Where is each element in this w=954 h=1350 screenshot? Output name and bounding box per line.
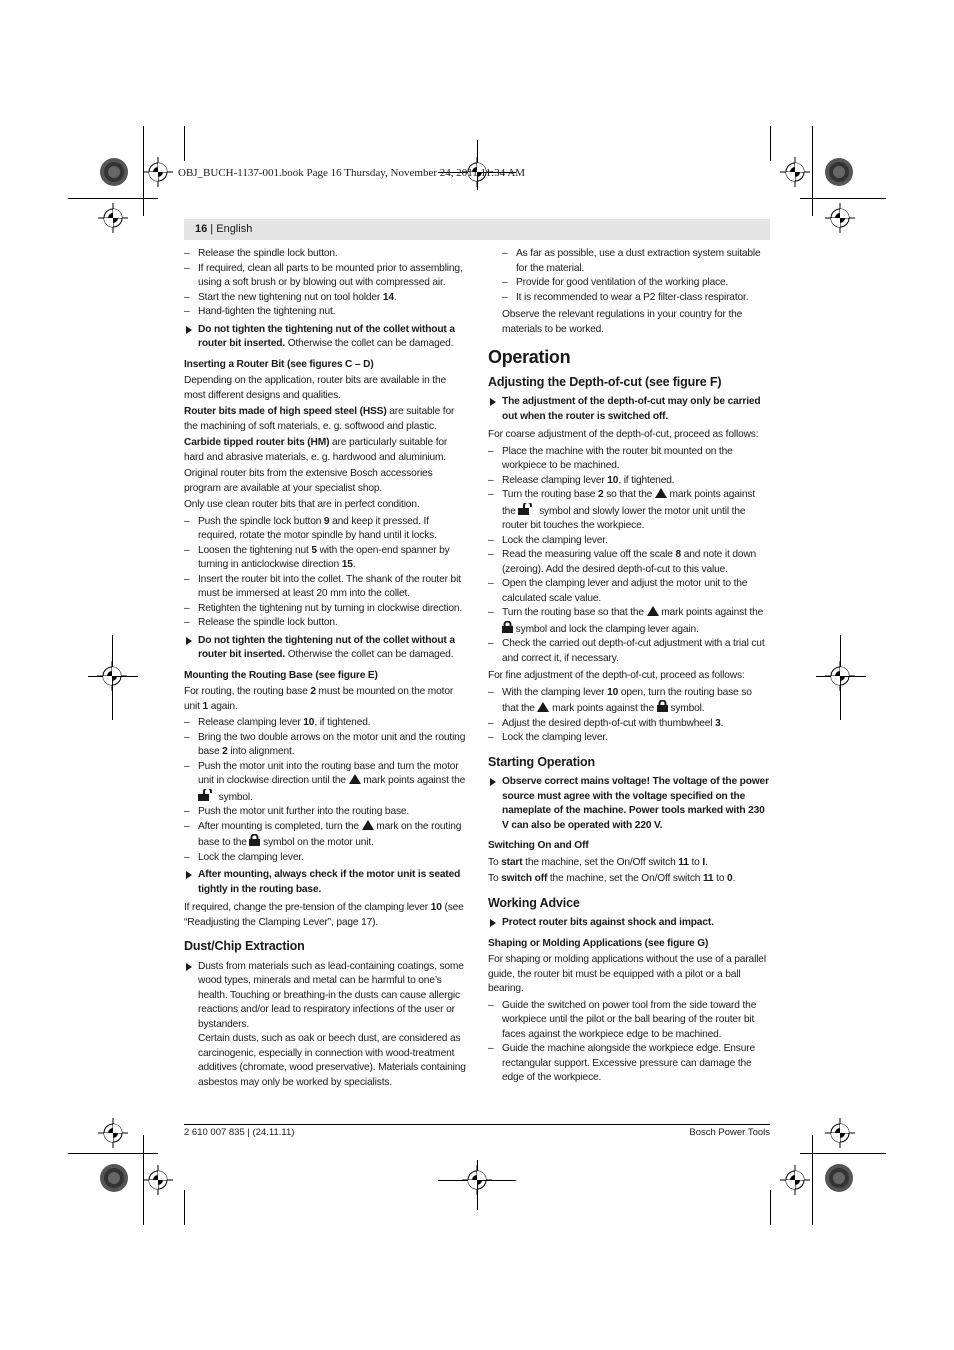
list-item: – It is recommended to wear a P2 filter-class respirator.: [502, 291, 770, 306]
list-item: – As far as possible, use a dust extraction system suitable for the material.: [502, 247, 770, 276]
paragraph: For fine adjustment of the depth-of-cut, proceed as follows:: [488, 670, 745, 681]
paragraph: For routing, the routing base 2 must be mounted on the motor unit 1 again.: [184, 686, 454, 712]
locked-padlock-icon: [249, 834, 260, 846]
list-item: – Place the machine with the router bit mounted on the workpiece to be machined.: [488, 445, 770, 474]
list-item: – Lock the clamping lever.: [488, 731, 770, 746]
paragraph: Depending on the application, router bits are available in the most different designs and qualities.: [184, 375, 446, 401]
list-item: – Push the motor unit into the routing base and turn the motor unit in clockwise direction until the mark points against the symbol.: [184, 760, 466, 806]
list-item: – Release the spindle lock button.: [184, 616, 466, 631]
list-item: – After mounting is completed, turn the mark on the routing base to the symbol on the motor unit.: [184, 820, 466, 851]
list-item: – Start the new tightening nut on tool holder 14.: [184, 291, 466, 306]
warning-note: Dusts from materials such as lead-containing coatings, some wood types, minerals and metal can be harmful to one’s health. Touching or breathing-in the dusts can cause allergic reactions and/or lead to respiratory infections of the user or bystanders.: [184, 960, 466, 1033]
section-heading: Working Advice: [488, 895, 580, 910]
paragraph: Original router bits from the extensive Bosch accessories program are available at your specialist shop.: [184, 468, 433, 494]
list-item: – Read the measuring value off the scale 8 and note it down (zeroing). Add the desired depth-of-cut to this value.: [488, 548, 770, 577]
list-item: – Insert the router bit into the collet. The shank of the router bit must be immersed at least 20 mm into the collet.: [184, 573, 466, 602]
chapter-heading: Operation: [488, 347, 571, 367]
list-item: – Provide for good ventilation of the working place.: [502, 276, 770, 291]
list-item: – Release the spindle lock button.: [184, 247, 466, 262]
paragraph: Only use clean router bits that are in perfect condition.: [184, 499, 420, 510]
list-item: – Adjust the desired depth-of-cut with thumbwheel 3.: [488, 717, 770, 732]
footer-brand: Bosch Power Tools: [689, 1127, 770, 1138]
footer-rule: [184, 1124, 770, 1125]
list-item: – Turn the routing base 2 so that the mark points against the symbol and slowly lower the motor unit until the router bit touches the workpiece.: [488, 488, 770, 534]
unlocked-padlock-icon: [198, 789, 216, 801]
paragraph: If required, change the pre-tension of the clamping lever 10 (see “Readjusting the Clamping Lever”, page 17).: [184, 902, 464, 928]
list-item: – Check the carried out depth-of-cut adjustment with a trial cut and correct it, if necessary.: [488, 637, 770, 666]
right-column: [488, 247, 770, 1089]
warning-note: Do not tighten the tightening nut of the collet without a router bit inserted. Otherwise the collet can be damaged.: [184, 323, 466, 352]
triangle-mark-icon: [349, 774, 361, 784]
list-item: – With the clamping lever 10 open, turn the routing base so that the mark points against the symbol.: [488, 686, 770, 717]
triangle-mark-icon: [537, 702, 549, 712]
list-item: – Lock the clamping lever.: [184, 851, 466, 866]
left-column: [184, 247, 466, 1092]
section-heading: Shaping or Molding Applications (see figure G): [488, 937, 709, 949]
paragraph: Certain dusts, such as oak or beech dust, are considered as carcinogenic, especially in connection with wood-treatment additives (chromate, wood preservative). Materials containing asbestos may only be worked by specialists.: [198, 1033, 466, 1088]
section-heading: Dust/Chip Extraction: [184, 939, 305, 953]
locked-padlock-icon: [502, 621, 513, 633]
list-item: – Push the motor unit further into the routing base.: [184, 805, 466, 820]
list-item: – Guide the machine alongside the workpiece edge. Ensure rectangular support. Excessive pressure can damage the edge of the workpiece.: [488, 1042, 770, 1086]
footer-doc-number: 2 610 007 835 | (24.11.11): [184, 1127, 295, 1138]
paragraph: Observe the relevant regulations in your country for the materials to be worked.: [502, 309, 743, 335]
page-header-band: [184, 219, 770, 240]
warning-note: Do not tighten the tightening nut of the collet without a router bit inserted. Otherwise the collet can be damaged.: [184, 634, 466, 663]
page-number: 16: [195, 223, 208, 235]
paragraph: To start the machine, set the On/Off switch 11 to I.: [488, 856, 708, 868]
paragraph: For shaping or molding applications without the use of a parallel guide, the router bit must be equipped with a pilot or a ball bearing.: [488, 954, 766, 994]
list-item: – Release clamping lever 10, if tightened.: [488, 474, 770, 489]
warning-note: Observe correct mains voltage! The voltage of the power source must agree with the voltage specified on the nameplate of the machine. Power tools marked with 230 V can also be operated with 220 V.: [488, 775, 770, 833]
paragraph: For coarse adjustment of the depth-of-cut, proceed as follows:: [488, 429, 759, 440]
page-header: 16 | English: [195, 223, 253, 235]
warning-note: After mounting, always check if the motor unit is seated tightly in the routing base.: [184, 868, 466, 897]
warning-note: The adjustment of the depth-of-cut may only be carried out when the router is switched off.: [488, 395, 770, 424]
language-label: English: [216, 223, 253, 235]
triangle-mark-icon: [647, 606, 659, 616]
section-heading: Starting Operation: [488, 754, 596, 769]
unlocked-padlock-icon: [518, 503, 536, 515]
print-info: OBJ_BUCH-1137-001.book Page 16 Thursday, November 24, 2011 11:34 AM: [178, 167, 526, 179]
section-heading: Mounting the Routing Base (see figure E): [184, 669, 378, 681]
list-item: – Retighten the tightening nut by turning in clockwise direction.: [184, 602, 466, 617]
section-heading: Adjusting the Depth-of-cut (see figure F): [488, 374, 722, 389]
list-item: – Guide the switched on power tool from the side toward the workpiece until the pilot or the ball bearing of the router bit faces against the workpiece edge to be machined.: [488, 999, 770, 1043]
paragraph: To switch off the machine, set the On/Off switch 11 to 0.: [488, 873, 736, 884]
list-item: – Open the clamping lever and adjust the motor unit to the calculated scale value.: [488, 577, 770, 606]
section-heading: Switching On and Off: [488, 840, 589, 851]
list-item: – If required, clean all parts to be mounted prior to assembling, using a soft brush or by blowing out with compressed air.: [184, 262, 466, 291]
triangle-mark-icon: [655, 488, 667, 498]
locked-padlock-icon: [657, 700, 668, 712]
paragraph: Router bits made of high speed steel (HSS) are suitable for the machining of soft materials, e. g. softwood and plastic.: [184, 406, 455, 432]
warning-note: Protect router bits against shock and impact.: [488, 916, 770, 931]
section-heading: Inserting a Router Bit (see figures C – D): [184, 358, 374, 370]
list-item: – Push the spindle lock button 9 and keep it pressed. If required, rotate the motor spindle by hand until it locks.: [184, 515, 466, 544]
list-item: – Turn the routing base so that the mark points against the symbol and lock the clamping lever again.: [488, 606, 770, 637]
list-item: – Lock the clamping lever.: [488, 534, 770, 549]
triangle-mark-icon: [362, 820, 374, 830]
paragraph: Carbide tipped router bits (HM) are particularly suitable for hard and abrasive materials, e. g. hardwood and aluminium.: [184, 437, 448, 463]
list-item: – Loosen the tightening nut 5 with the open-end spanner by turning in anticlockwise direction 15.: [184, 544, 466, 573]
list-item: – Hand-tighten the tightening nut.: [184, 305, 466, 320]
list-item: – Bring the two double arrows on the motor unit and the routing base 2 into alignment.: [184, 731, 466, 760]
list-item: – Release clamping lever 10, if tightened.: [184, 716, 466, 731]
